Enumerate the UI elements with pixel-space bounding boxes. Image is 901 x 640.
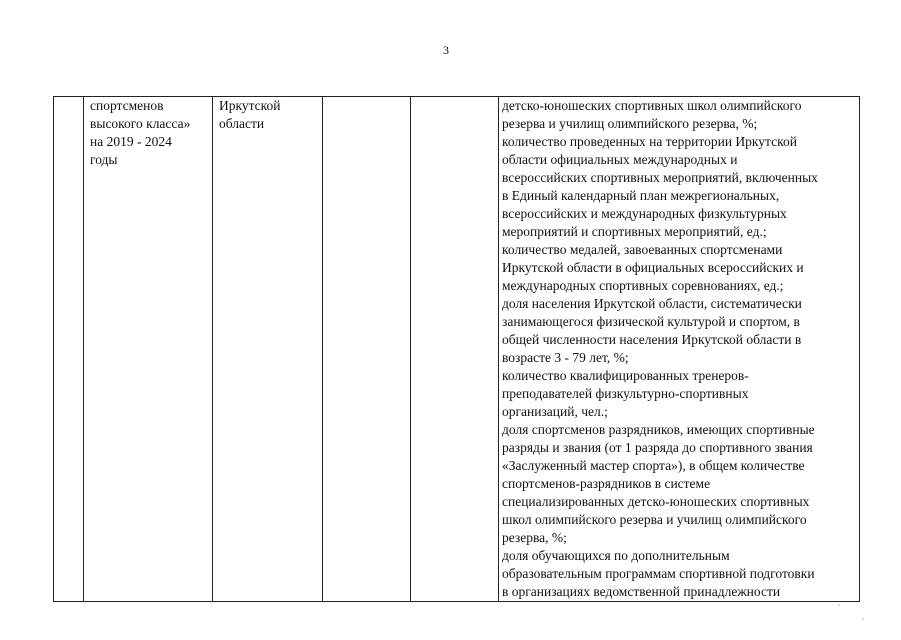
text-line: разряды и звания (от 1 разряда до спортивного звания	[502, 440, 813, 455]
text-line: спортсменов-разрядников в системе	[502, 476, 711, 491]
text-line: международных спортивных соревнованиях, ед.;	[502, 278, 784, 293]
text-line: всероссийских спортивных мероприятий, включенных	[502, 170, 818, 185]
territory-text	[219, 97, 322, 133]
program-name-cell	[84, 97, 213, 602]
text-line: общей численности населения Иркутской области в	[502, 332, 802, 347]
text-line: организаций, чел.;	[502, 404, 608, 419]
text-line: доля спортсменов разрядников, имеющих спортивные	[502, 422, 815, 437]
text-line: преподавателей физкультурно-спортивных	[502, 386, 749, 401]
text-line: количество медалей, завоеванных спортсменами	[502, 242, 783, 257]
page-number: 3	[443, 43, 449, 57]
territory-cell	[213, 97, 323, 602]
program-table	[53, 96, 860, 602]
text-line: области	[219, 116, 265, 131]
empty-cell-5	[411, 97, 499, 602]
indicators-text	[502, 97, 857, 601]
text-line: образовательным программам спортивной подготовки	[502, 566, 815, 581]
text-line: всероссийских и международных физкультурных	[502, 206, 787, 221]
text-line: детско-юношеских спортивных школ олимпийского	[502, 98, 802, 113]
text-line: «Заслуженный мастер спорта»), в общем количестве	[502, 458, 805, 473]
text-line: количество проведенных на территории Иркутской	[502, 134, 797, 149]
text-line: резерва, %;	[502, 530, 567, 545]
text-line: доля обучающихся по дополнительным	[502, 548, 730, 563]
table-row	[54, 97, 860, 602]
indicators-cell	[499, 97, 860, 602]
text-line: области официальных международных и	[502, 152, 738, 167]
text-line: в Единый календарный план межрегиональных,	[502, 188, 780, 203]
scan-speck	[838, 604, 840, 606]
program-name-text	[90, 97, 212, 169]
text-line: годы	[90, 152, 118, 167]
text-line: возрасте 3 - 79 лет, %;	[502, 350, 629, 365]
text-line: специализированных детско-юношеских спортивных	[502, 494, 810, 509]
empty-cell-4	[323, 97, 411, 602]
text-line: доля населения Иркутской области, систематически	[502, 296, 802, 311]
text-line: высокого класса»	[90, 116, 191, 131]
text-line: резерва и училищ олимпийского резерва, %;	[502, 116, 758, 131]
text-line: школ олимпийского резерва и училищ олимпийского	[502, 512, 807, 527]
row-number-cell	[54, 97, 84, 602]
text-line: Иркутской	[219, 98, 281, 113]
text-line: мероприятий и спортивных мероприятий, ед.;	[502, 224, 767, 239]
text-line: спортсменов	[90, 98, 164, 113]
text-line: в организациях ведомственной принадлежности	[502, 584, 781, 599]
text-line: Иркутской области в официальных всероссийских и	[502, 260, 804, 275]
text-line: на 2019 - 2024	[90, 134, 172, 149]
text-line: количество квалифицированных тренеров-	[502, 368, 749, 383]
scan-speck	[862, 618, 864, 620]
text-line: занимающегося физической культурой и спортом, в	[502, 314, 800, 329]
